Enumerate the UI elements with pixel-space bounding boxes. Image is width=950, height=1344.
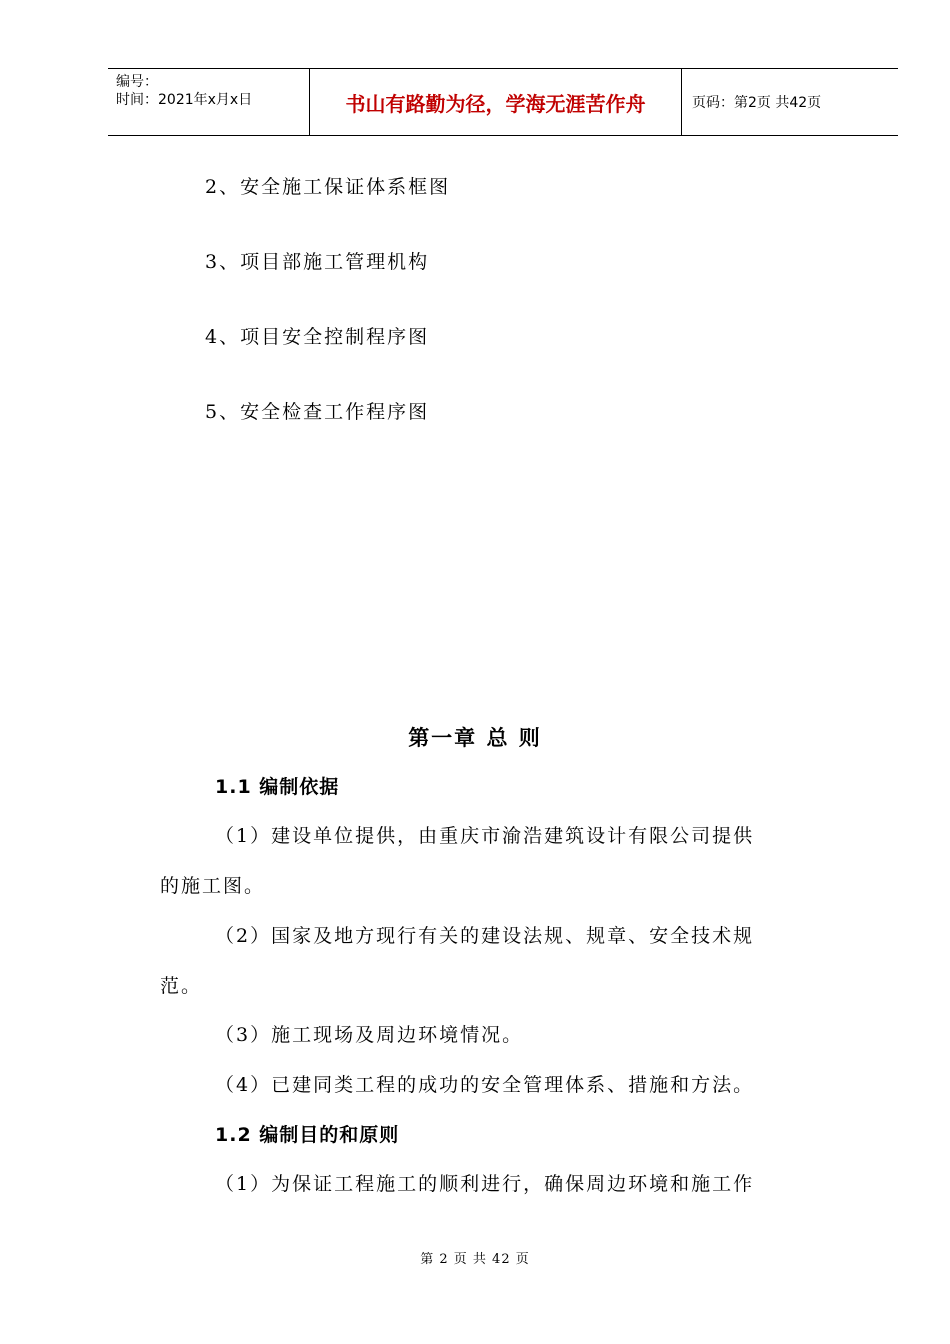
toc-item: 3、项目部施工管理机构: [205, 251, 430, 273]
header-page-info: 页码：第2页 共42页: [692, 95, 822, 111]
paragraph-line: 的施工图。: [160, 875, 266, 897]
paragraph-line: （4）已建同类工程的成功的安全管理体系、措施和方法。: [215, 1074, 755, 1096]
document-time-label: 时间：2021年x月x日: [116, 92, 253, 108]
header-meta: [108, 69, 309, 135]
page-footer: 第 2 页 共 42 页: [420, 1252, 530, 1267]
paragraph-line: （2）国家及地方现行有关的建设法规、规章、安全技术规: [215, 925, 755, 947]
toc-item: 4、项目安全控制程序图: [205, 326, 430, 348]
page-header: [108, 68, 898, 136]
paragraph-line: （1）为保证工程施工的顺利进行，确保周边环境和施工作: [215, 1173, 755, 1195]
paragraph-line: （3）施工现场及周边环境情况。: [215, 1024, 524, 1046]
toc-item: 2、安全施工保证体系框图: [205, 176, 451, 198]
header-motto: 书山有路勤为径，学海无涯苦作舟: [309, 69, 682, 135]
chapter-title: 第一章 总 则: [408, 726, 542, 750]
toc-item: 5、安全检查工作程序图: [205, 401, 430, 423]
document-number-label: 编号：: [116, 74, 158, 90]
section-heading: 1.2 编制目的和原则: [215, 1124, 400, 1146]
paragraph-line: 范。: [160, 975, 203, 997]
section-heading: 1.1 编制依据: [215, 776, 340, 798]
paragraph-line: （1）建设单位提供，由重庆市渝浩建筑设计有限公司提供: [215, 825, 755, 847]
